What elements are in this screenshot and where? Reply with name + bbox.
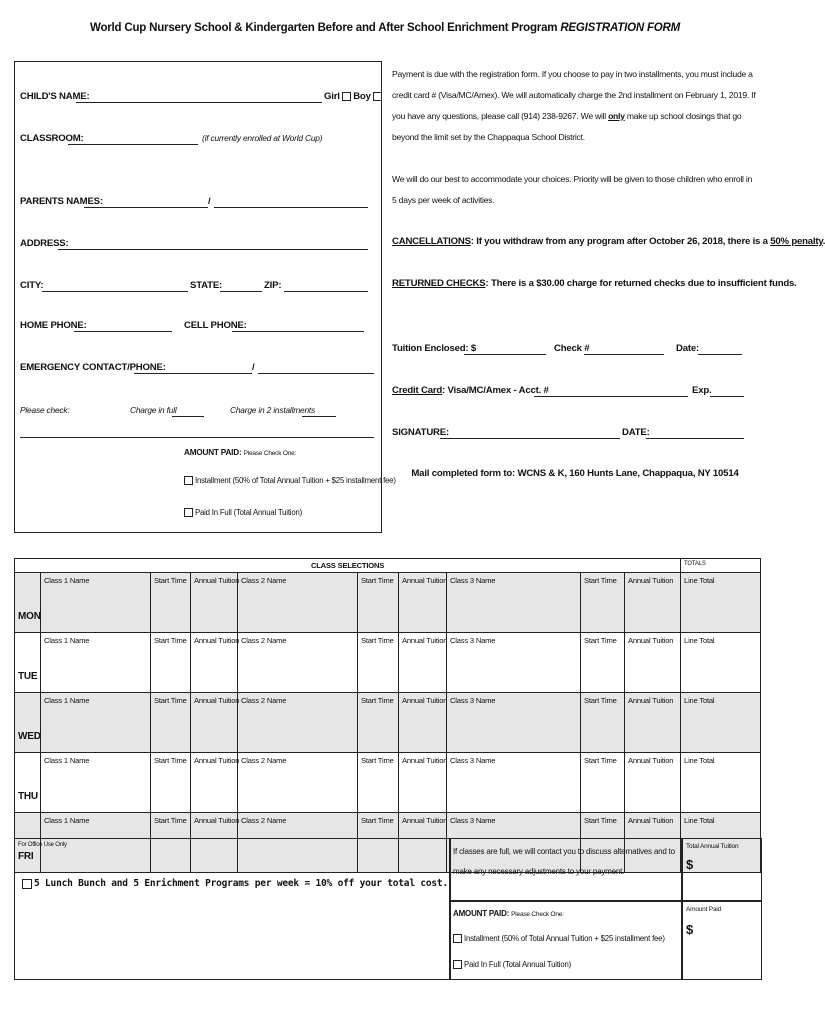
girl-checkbox[interactable] xyxy=(342,92,351,101)
selection-cell[interactable]: Annual Tuition xyxy=(625,633,681,693)
parent-2-field[interactable] xyxy=(214,207,368,208)
address-label: ADDRESS: xyxy=(20,238,69,249)
gender-options: Girl Boy xyxy=(324,91,384,102)
state-label: STATE: xyxy=(190,280,223,291)
payment-info: Payment is due with the registration form. If you choose to pay in two installments, you must include a credit card # (Visa/MC/Amex). We will automatically charge the 2nd installment on February 1, 2019. If you have any questions, please call (914) 238-9267. We will only make up school closings that go beyond the limit set by the Chappaqua School District. xyxy=(392,69,756,142)
selection-cell[interactable]: Annual Tuition xyxy=(399,633,447,693)
installment-option[interactable]: Installment (50% of Total Annual Tuition + $25 installment fee) xyxy=(184,476,396,485)
installment-checkbox[interactable] xyxy=(184,476,193,485)
address-field[interactable] xyxy=(58,249,368,250)
parents-names-label: PARENTS NAMES: xyxy=(20,196,103,207)
student-info-box xyxy=(14,61,382,533)
page-title: World Cup Nursery School & Kindergarten Before and After School Enrichment Program REGISTRATION FORM xyxy=(90,22,680,34)
selection-cell[interactable]: Class 2 Name xyxy=(238,573,358,633)
installment-bottom-checkbox[interactable] xyxy=(453,934,462,943)
exp-field[interactable] xyxy=(710,396,744,397)
amount-paid-label: AMOUNT PAID: Please Check One: xyxy=(184,448,297,457)
selection-cell[interactable]: Start Time xyxy=(358,753,399,813)
classroom-label: CLASSROOM: xyxy=(20,133,84,144)
home-phone-label: HOME PHONE: xyxy=(20,320,87,331)
emergency-phone-field[interactable] xyxy=(258,373,374,374)
selection-cell[interactable]: Start Time xyxy=(151,813,191,873)
account-number-field[interactable] xyxy=(534,396,688,397)
selection-cell[interactable]: Annual Tuition xyxy=(625,813,681,873)
day-label: MON xyxy=(15,573,41,633)
selection-cell[interactable]: Annual Tuition xyxy=(399,573,447,633)
selection-cell[interactable]: Start Time xyxy=(581,693,625,753)
day-row-mon xyxy=(15,573,761,633)
signature-date-field[interactable] xyxy=(646,438,744,439)
signature-label: SIGNATURE: xyxy=(392,427,449,438)
amount-paid-total-label: Amount Paid xyxy=(686,906,722,913)
zip-field[interactable] xyxy=(284,291,368,292)
selection-cell[interactable]: Line Total xyxy=(681,633,761,693)
classroom-note: (if currently enrolled at World Cup) xyxy=(202,133,323,143)
selection-cell[interactable]: Class 2 Name xyxy=(238,753,358,813)
selection-cell[interactable]: Annual Tuition xyxy=(191,573,238,633)
tuition-enclosed-label: Tuition Enclosed: $ xyxy=(392,343,476,354)
selection-cell[interactable]: Start Time xyxy=(151,693,191,753)
selection-cell[interactable]: Class 1 Name xyxy=(41,813,151,873)
selection-cell[interactable]: Class 2 Name xyxy=(238,813,358,873)
office-use-label: For Office Use Only xyxy=(18,842,67,848)
cancellation-policy: CANCELLATIONS: If you withdraw from any program after October 26, 2018, there is a 50% penalty xyxy=(392,236,823,247)
selection-cell[interactable]: Annual Tuition xyxy=(399,693,447,753)
charge-two-field[interactable] xyxy=(302,416,336,417)
state-field[interactable] xyxy=(220,291,262,292)
exp-label: Exp. xyxy=(692,385,712,396)
paid-full-bottom-checkbox[interactable] xyxy=(453,960,462,969)
selection-cell[interactable]: Start Time xyxy=(581,813,625,873)
day-label: WED xyxy=(15,693,41,753)
selection-cell[interactable]: Annual Tuition xyxy=(399,813,447,873)
cell-phone-field[interactable] xyxy=(232,331,364,332)
selection-cell[interactable]: Annual Tuition xyxy=(399,753,447,813)
emergency-contact-field[interactable] xyxy=(134,373,252,374)
selection-cell[interactable]: Annual Tuition xyxy=(191,633,238,693)
selection-cell[interactable]: Start Time xyxy=(358,813,399,873)
paid-full-checkbox[interactable] xyxy=(184,508,193,517)
selection-cell[interactable]: Class 1 Name xyxy=(41,753,151,813)
class-selections-header: CLASS SELECTIONS xyxy=(15,559,681,573)
classroom-field[interactable] xyxy=(68,144,198,145)
selection-cell[interactable]: Start Time xyxy=(358,693,399,753)
emergency-label: EMERGENCY CONTACT/PHONE: xyxy=(20,362,166,373)
day-label: FRI xyxy=(15,813,41,873)
day-row-wed xyxy=(15,693,761,753)
selection-cell[interactable]: Line Total xyxy=(681,693,761,753)
signature-date-label: DATE: xyxy=(622,427,650,438)
selection-cell[interactable]: Start Time xyxy=(358,633,399,693)
totals-header: TOTALS xyxy=(681,559,761,573)
selection-cell[interactable]: Line Total xyxy=(681,753,761,813)
total-tuition-label: Total Annual Tuition xyxy=(686,843,739,850)
childs-name-label: CHILD'S NAME: xyxy=(20,91,90,102)
returned-checks-policy: RETURNED CHECKS: There is a $30.00 charge for returned checks due to insufficient funds. xyxy=(392,278,797,289)
city-field[interactable] xyxy=(42,291,188,292)
classes-full-note: If classes are full, we will contact you to discuss alternatives and to make any necessary adjustments to your payment. xyxy=(453,847,675,876)
notes-line[interactable] xyxy=(20,437,374,438)
selection-cell[interactable]: Annual Tuition xyxy=(191,753,238,813)
selection-cell[interactable]: Class 1 Name xyxy=(41,633,151,693)
credit-card-label: Credit Card: Visa/MC/Amex - Acct. # xyxy=(392,385,549,396)
check-number-field[interactable] xyxy=(584,354,664,355)
cell-phone-label: CELL PHONE: xyxy=(184,320,247,331)
paid-full-option[interactable]: Paid In Full (Total Annual Tuition) xyxy=(184,508,302,517)
zip-label: ZIP: xyxy=(264,280,282,291)
discount-note: 5 Lunch Bunch and 5 Enrichment Programs per week = 10% off your total cost. xyxy=(22,878,448,889)
installment-bottom-option[interactable]: Installment (50% of Total Annual Tuition + $25 installment fee) xyxy=(453,934,665,943)
selection-cell[interactable]: Annual Tuition xyxy=(625,693,681,753)
date-field[interactable] xyxy=(698,354,742,355)
selection-cell[interactable]: Annual Tuition xyxy=(191,693,238,753)
slash: / xyxy=(208,196,211,207)
signature-field[interactable] xyxy=(440,438,620,439)
selection-cell[interactable]: Start Time xyxy=(151,573,191,633)
selection-cell[interactable]: Start Time xyxy=(151,753,191,813)
day-row-tue xyxy=(15,633,761,693)
selection-cell[interactable]: Start Time xyxy=(581,573,625,633)
amount-paid-bottom-label: AMOUNT PAID: Please Check One: xyxy=(453,909,564,918)
paid-full-bottom-option[interactable]: Paid In Full (Total Annual Tuition) xyxy=(453,960,571,969)
city-label: CITY: xyxy=(20,280,44,291)
selection-cell[interactable]: Class 3 Name xyxy=(447,813,581,873)
selection-cell[interactable]: Start Time xyxy=(151,633,191,693)
selection-cell[interactable]: Class 1 Name xyxy=(41,573,151,633)
parent-1-field[interactable] xyxy=(84,207,208,208)
day-label: TUE xyxy=(15,633,41,693)
charge-full-label: Charge in full xyxy=(130,405,177,415)
discount-checkbox[interactable] xyxy=(22,879,32,889)
selection-cell[interactable]: Annual Tuition xyxy=(625,573,681,633)
selection-cell[interactable]: Class 2 Name xyxy=(238,693,358,753)
class-selections-table xyxy=(14,558,761,873)
selection-cell[interactable]: Class 3 Name xyxy=(447,693,581,753)
amount-paid-dollar: $ xyxy=(686,922,694,937)
selection-cell[interactable]: Class 3 Name xyxy=(447,753,581,813)
home-phone-field[interactable] xyxy=(74,331,172,332)
selection-cell[interactable]: Start Time xyxy=(581,753,625,813)
check-number-label: Check # xyxy=(554,343,590,354)
selection-cell[interactable]: Class 3 Name xyxy=(447,633,581,693)
office-use-box xyxy=(14,838,451,980)
selection-cell[interactable]: Start Time xyxy=(581,633,625,693)
selection-cell[interactable]: Annual Tuition xyxy=(191,813,238,873)
day-row-thu xyxy=(15,753,761,813)
selection-cell[interactable]: Start Time xyxy=(358,573,399,633)
selection-cell[interactable]: Line Total xyxy=(681,573,761,633)
childs-name-field[interactable] xyxy=(76,102,322,103)
selection-cell[interactable]: Annual Tuition xyxy=(625,753,681,813)
tuition-enclosed-field[interactable] xyxy=(464,354,546,355)
selection-cell[interactable]: Class 3 Name xyxy=(447,573,581,633)
slash: / xyxy=(252,362,255,373)
please-check-label: Please check: xyxy=(20,405,70,415)
priority-info: We will do our best to accommodate your choices. Priority will be given to those children who enroll in 5 days per week of activities. xyxy=(392,174,753,205)
selection-cell[interactable]: Class 2 Name xyxy=(238,633,358,693)
charge-full-field[interactable] xyxy=(172,416,204,417)
mail-address: Mail completed form to: WCNS & K, 160 Hunts Lane, Chappaqua, NY 10514 xyxy=(411,468,739,479)
selection-cell[interactable]: Class 1 Name xyxy=(41,693,151,753)
day-label: THU xyxy=(15,753,41,813)
total-tuition-dollar: $ xyxy=(686,857,694,872)
boy-checkbox[interactable] xyxy=(373,92,382,101)
charge-two-label: Charge in 2 installments xyxy=(230,405,316,415)
date-label: Date: xyxy=(676,343,699,354)
selection-cell[interactable]: Line Total xyxy=(681,813,761,873)
